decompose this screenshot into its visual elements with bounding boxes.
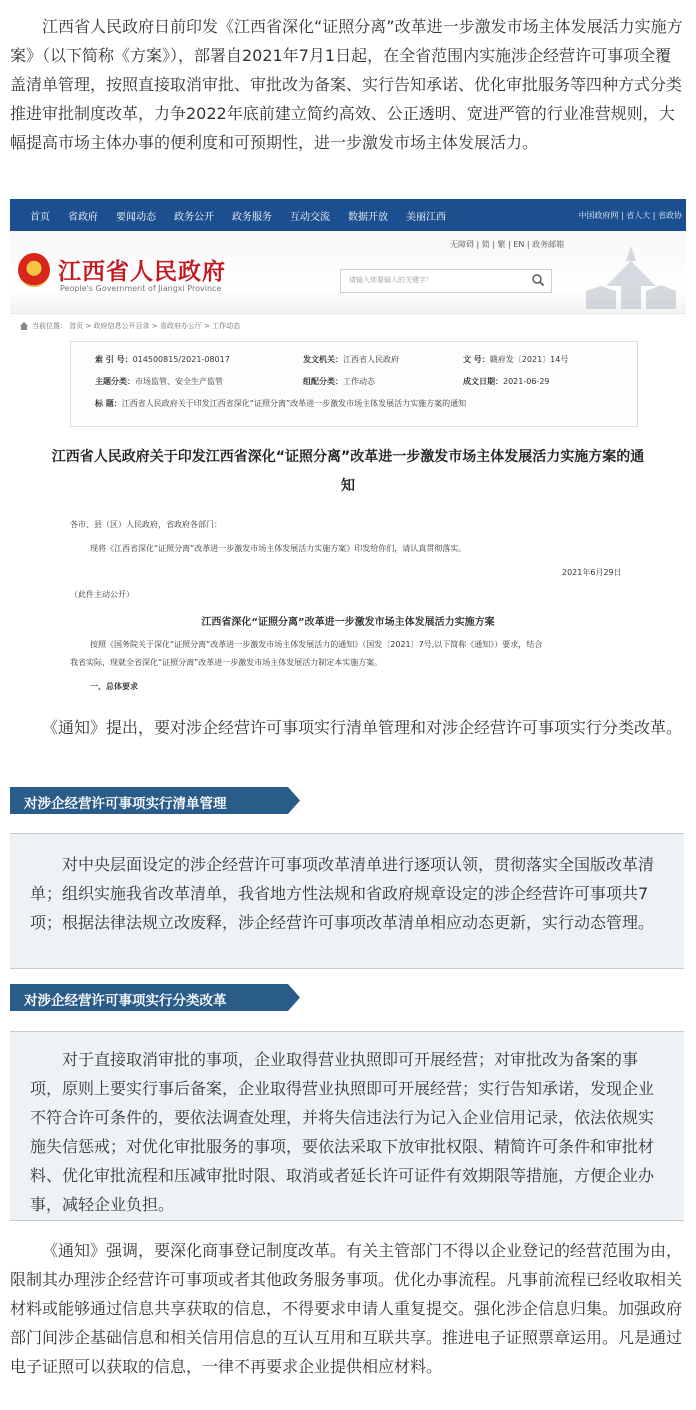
utility-links[interactable]: 无障碍 | 简 | 繁 | EN | 政务邮箱: [450, 240, 565, 249]
section-header-title: 对涉企经营许可事项实行分类改革: [24, 993, 227, 1009]
nav-item-news[interactable]: 要闻动态: [116, 211, 156, 223]
nav-item-service[interactable]: 政务服务: [232, 211, 272, 223]
section-body: 对中央层面设定的涉企经营许可事项改革清单进行逐项认领，贯彻落实全国版改革清单；组织实施我省改革清单，我省地方性法规和省政府规章设定的涉企经营许可事项共7项；根据法律法规立改废释，涉企经营许可事项改革清单相应动态更新，实行动态管理。: [30, 855, 655, 932]
meta-issuer-value: 江西省人民政府: [343, 355, 399, 364]
meta-title-value: 江西省人民政府关于印发江西省深化“证照分离”改革进一步激发市场主体发展活力实施方案的通知: [121, 399, 467, 408]
meta-docno-label: 文 号：: [463, 355, 490, 364]
section-box-list-management: [10, 833, 684, 969]
meta-title-label: 标 题：: [95, 399, 122, 408]
home-icon: [20, 322, 28, 330]
search-placeholder: 请输入您要输入的关键字！: [349, 276, 433, 284]
plan-line-2: 我省实际，现就全省深化“证照分离”改革进一步激发市场主体发展活力制定本实施方案。: [70, 658, 383, 667]
meta-category-value: 市场监管、安全生产监管: [135, 377, 223, 386]
meta-date-value: 2021-06-29: [503, 377, 550, 386]
section-header-list-management: [10, 787, 300, 814]
breadcrumb-text[interactable]: 当前位置： 首页 > 政府信息公开目录 > 省政府办公厅 > 工作动态: [32, 322, 241, 330]
embedded-gov-screenshot: [10, 199, 686, 696]
meta-catg2-label: 组配分类：: [303, 377, 343, 386]
breadcrumb: [20, 321, 240, 331]
nav-item-gov[interactable]: 省政府: [68, 211, 98, 223]
nav-item-jiangxi[interactable]: 美丽江西: [406, 211, 446, 223]
notice-paragraph: 《通知》提出，要对涉企经营许可事项实行清单管理和对涉企经营许可事项实行分类改革。: [42, 718, 683, 737]
meta-catg2-value: 工作动态: [343, 377, 375, 386]
nav-item-public[interactable]: 政务公开: [174, 211, 214, 223]
gov-nav-bar: [10, 199, 686, 231]
nav-right-links[interactable]: 中国政府网 | 省人大 | 省政协: [578, 210, 682, 220]
doc-public-note: （此件主动公开）: [70, 590, 134, 599]
meta-index-label: 索 引 号：: [95, 355, 133, 364]
doc-salutation: 各市、县（区）人民政府，省政府各部门：: [70, 520, 222, 529]
meta-date-label: 成文日期：: [463, 377, 503, 386]
nav-item-home[interactable]: 首页: [30, 211, 50, 223]
pavilion-skyline-icon: [576, 241, 686, 311]
section-box-classified-reform: [10, 1031, 684, 1221]
nav-item-interact[interactable]: 互动交流: [290, 211, 330, 223]
closing-paragraph: 《通知》强调，要深化商事登记制度改革。有关主管部门不得以企业登记的经营范围为由，限制其办理涉企经营许可事项或者其他政务服务事项。优化办事流程。凡事前流程已经收取相关材料或能够通过信息共享获取的信息，不得要求申请人重复提交。强化涉企信息归集。加强政府部门间涉企基础信息和相关信用信息的互认互用和互联共享。推进电子证照票章运用。凡是通过电子证照可以获取的信息，一律不再要求企业提供相应材料。: [10, 1241, 683, 1376]
intro-paragraph: 江西省人民政府日前印发《江西省深化“证照分离”改革进一步激发市场主体发展活力实施方案》（以下简称《方案》），部署自2021年7月1日起，在全省范围内实施涉企经营许可事项全覆盖清单管理，按照直接取消审批、审批改为备案、实行告知承诺、优化审批服务等四种方式分类推进审批制度改革，力争2022年底前建立简约高效、公正透明、宽进严管的行业准营规则，大幅提高市场主体办事的便利度和可预期性，进一步激发市场主体发展活力。: [10, 17, 683, 152]
section-one-heading: 一、总体要求: [90, 682, 138, 691]
plan-title: 江西省深化“证照分离”改革进一步激发市场主体发展活力实施方案: [201, 617, 495, 628]
plan-line-1: 按照《国务院关于深化“证照分离”改革进一步激发市场主体发展活力的通知》（国发〔2021〕7号,以下简称《通知》）要求，结合: [90, 640, 543, 649]
section-header-classified-reform: [10, 984, 300, 1011]
nav-item-data[interactable]: 数据开放: [348, 211, 388, 223]
national-emblem-icon: [18, 253, 50, 287]
section-body: 对于直接取消审批的事项，企业取得营业执照即可开展经营；对审批改为备案的事项，原则上要实行事后备案，企业取得营业执照即可开展经营；实行告知承诺，发现企业不符合许可条件的，要依法调查处理，并将失信违法行为记入企业信用记录，依法依规实施失信惩戒；对优化审批服务的事项，要依法采取下放审批权限、精简许可条件和审批材料、优化审批流程和压减审批时限、取消或者延长许可证件有效期限等措施，方便企业办事，减轻企业负担。: [30, 1050, 655, 1214]
document-meta-table: [70, 341, 638, 427]
meta-category-label: 主题分类：: [95, 377, 135, 386]
meta-docno-value: 赣府发〔2021〕14号: [489, 355, 569, 364]
site-title: 江西省人民政府: [58, 258, 226, 285]
gov-site-header: [10, 231, 686, 314]
site-subtitle: People's Government of Jiangxi Province: [60, 284, 222, 293]
search-box[interactable]: [340, 269, 552, 293]
meta-index-value: 014500815/2021-08017: [132, 355, 230, 364]
search-icon[interactable]: [531, 273, 545, 287]
document-title: 江西省人民政府关于印发江西省深化“证照分离”改革进一步激发市场主体发展活力实施方案的通知: [51, 449, 645, 494]
doc-date: 2021年6月29日: [562, 568, 622, 577]
doc-body-line: 现将《江西省深化“证照分离”改革进一步激发市场主体发展活力实施方案》印发给你们，请认真贯彻落实。: [90, 544, 467, 553]
section-header-title: 对涉企经营许可事项实行清单管理: [24, 796, 227, 812]
meta-issuer-label: 发文机关：: [303, 355, 343, 364]
